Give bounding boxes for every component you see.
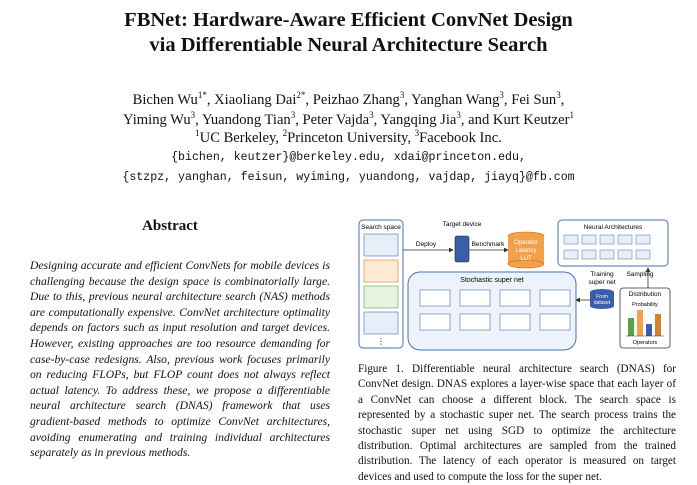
author-line-1: Bichen $Wu^{1*}$, Xiaoliang Dai$^{2*}$, Peizhao Zhang$^3$, Yanghan Wang$^3$, Fei Sun$^3$, xyxy=(132,90,565,108)
search-space-block xyxy=(364,312,398,334)
author-line-2: Yiming Wu$^3$, Yuandong Tian$^3$, Peter Vajda$^3$, Yangqing Jia$^3$, and Kurt Keutzer$^1$ xyxy=(123,110,574,128)
operators-label: Operators xyxy=(632,340,658,346)
search-space-block xyxy=(364,234,398,256)
email-line-2: {stzpz, yanghan, feisun, wyiming, yuandong, vajdap, jiayq}@fb.com xyxy=(122,171,575,184)
deploy-label: Deploy xyxy=(415,241,437,248)
training-label-1: Training xyxy=(590,271,614,278)
benchmark-label: Benchmark xyxy=(471,241,505,248)
sampling-label: Sampling xyxy=(626,271,654,278)
search-space-block xyxy=(364,260,398,282)
lut-label-1: Operator xyxy=(514,240,538,246)
ellipsis-icon: ⋮ xyxy=(377,337,385,346)
author-name: Xiaoliang Dai xyxy=(214,92,297,108)
phone-icon xyxy=(455,236,469,262)
stochastic-super-net-label: Stochastic super net xyxy=(460,277,524,284)
target-device-label-1: Target device xyxy=(442,221,482,228)
abstract-paragraph: Designing accurate and efficient ConvNets for mobile devices is challenging because the design space is combinatorially large. Due to this, previous neural architecture search (NAS) methods are computationally expensive. ConvNet architecture optimality depends on factors such as input resolution and target devices. However, existing approaches are too resource demanding for case-by-case redesigns. Also, previous work focuses primarily on reducing FLOPs, but FLOP count does not always reflect actual latency. To address these, we propose a differentiable neural architecture search (DNAS) framework that uses gradient-based methods to optimize ConvNet architectures, avoiding enumerating and training individual architectures separately as in previous methods. xyxy=(30,259,330,460)
author-name: Fei Sun xyxy=(511,92,557,108)
from-dataset-1: From xyxy=(596,294,608,300)
probability-label: Probability xyxy=(632,302,658,308)
abstract-text xyxy=(30,258,330,461)
author-name: Yiming Wu xyxy=(123,112,191,128)
abstract-heading: Abstract xyxy=(142,218,198,234)
lut-label-2: Latency xyxy=(515,248,537,254)
author-name: Kurt Keutzer xyxy=(492,112,570,128)
author-name: Peter Vajda xyxy=(302,112,370,128)
lut-label-3: LUT xyxy=(520,256,532,262)
author-name: Yanghan Wang xyxy=(411,92,500,108)
dnas-figure xyxy=(358,210,676,358)
author-name: Yangqing Jia xyxy=(380,112,457,128)
from-dataset-2: dataset xyxy=(593,300,611,306)
paper-title-line2: via Differentiable Neural Architecture Search xyxy=(149,34,548,56)
search-space-block xyxy=(364,286,398,308)
figure-caption: Figure 1. Differentiable neural architecture search (DNAS) for ConvNet design. DNAS explores a layer-wise space that each layer of a ConvNet can choose a different block. The search space is represented by a stochastic super net. The search process trains the stochastic super net using SGD to optimize the architecture distribution. Optimal architectures are sampled from the trained distribution. The latency of each operator is measured on target devices and used to compute the loss for the super net. xyxy=(358,363,676,483)
author-name: Peizhao Zhang xyxy=(312,92,400,108)
paper-title-line1: FBNet: Hardware-Aware Efficient ConvNet Design xyxy=(124,9,573,31)
search-space-label: Search space xyxy=(361,224,401,231)
affiliations: $^1$UC Berkeley, $^2$Princeton University, $^3$Facebook Inc. xyxy=(195,128,502,146)
neural-architectures-label: Neural Architectures xyxy=(583,224,643,231)
email-line-1: {bichen, keutzer}@berkeley.edu, xdai@princeton.edu, xyxy=(171,151,526,164)
author-name: Yuandong Tian xyxy=(201,112,291,128)
training-label-2: super net xyxy=(588,279,616,286)
author-name: Bichen Wu xyxy=(132,92,198,108)
distribution-label: Distribution xyxy=(628,291,662,298)
